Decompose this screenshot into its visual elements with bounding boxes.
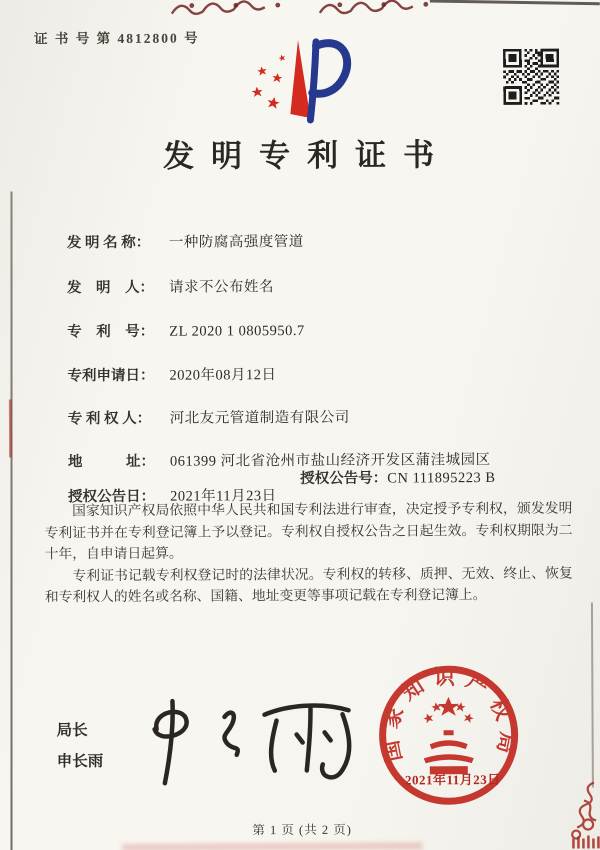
field-label: 授权公告日： [68,488,156,506]
field-value: 2021年11月23日 [170,488,277,505]
director-signature [126,688,367,794]
grant-number-group [300,466,495,488]
national-emblem-icon [422,697,475,775]
legal-text-block [44,498,573,608]
field-label: 专 利 权 人： [67,410,152,428]
certificate-number: 证 书 号 第 4812800 号 [33,30,200,47]
signatory-title: 局长 [56,722,88,740]
field-label: 地 址： [67,453,155,471]
field-value: 请求不公布姓名 [168,279,275,296]
left-edge-line [11,192,13,850]
signatory-block [57,715,104,777]
field-value: 一种防腐高强度管道 [168,233,304,251]
top-border-ornament [170,0,442,19]
cnipa-patent-logo-icon [246,36,352,127]
field-value: 河北友元管道制造有限公司 [169,409,350,427]
qr-code [503,49,559,105]
right-edge-line [591,602,594,787]
field-value: ZL 2020 1 0805950.7 [169,322,305,340]
paragraph-register-statement: 专利证书记载专利权登记时的法律状况。专利权的转移、质押、无效、终止、恢复和专利权人的姓名或名称、国籍、地址变更等事项记载在专利登记簿上。 [44,565,573,605]
page-footer: 第 1 页 (共 2 页) [252,822,352,838]
seal-ring-text: 国家知识产权局 [377,665,521,765]
signatory-name: 申长雨 [56,753,104,771]
field-label: 授权公告号： [300,470,388,487]
field-value: 061399 河北省沧州市盐山经济开发区蒲洼城园区 [169,452,491,470]
official-seal [373,659,524,812]
top-edge-line [430,0,600,5]
corner-ornament [554,780,600,848]
left-edge-red-mark [9,400,12,458]
field-value: CN 111895223 B [387,469,496,487]
field-label: 发 明 人： [66,279,155,297]
certificate-title: 发明专利证书 [162,137,452,174]
field-label: 专 利 号： [67,323,155,341]
bottom-red-smudge [122,842,422,850]
paragraph-grant-statement: 国家知识产权局依照中华人民共和国专利法进行审查，决定授予专利权，颁发发明专利证书并在专利登记簿上予以登记。专利权自授权公告之日起生效。专利权期限为二十年，自申请日起算。 [44,500,573,562]
field-label: 发 明 名 称： [66,234,151,252]
seal-date: 2021年11月23日 [404,771,501,788]
field-value: 2020年08月12日 [169,367,277,384]
svg-text:国家知识产权局 [377,665,521,765]
field-label: 专利申请日： [67,367,155,385]
